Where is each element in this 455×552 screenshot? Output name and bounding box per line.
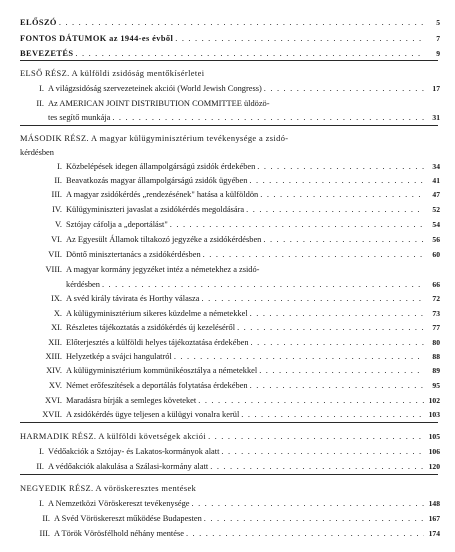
- dot-leader: [249, 176, 424, 186]
- page-number: 120: [428, 462, 440, 471]
- chapter-number: II.: [42, 514, 50, 523]
- chapter-number: II.: [36, 462, 44, 471]
- chapter-entry: [36, 190, 440, 200]
- chapter-number: XII.: [48, 338, 62, 347]
- entry-title: ELSŐ RÉSZ. A külföldi zsidóság mentőkísérletei: [20, 69, 205, 78]
- chapter-entry: [36, 265, 440, 275]
- page-number: 73: [432, 309, 440, 318]
- entry-title: Döntő minisztertanács a zsidókérdésben: [66, 250, 201, 259]
- chapter-number: VIII.: [45, 265, 62, 274]
- chapter-number: V.: [54, 220, 62, 229]
- dot-leader: [186, 529, 424, 539]
- dot-leader: [221, 447, 424, 457]
- chapter-entry: [36, 323, 440, 333]
- entry-title: BEVEZETÉS: [20, 49, 74, 58]
- dot-leader: [59, 18, 424, 28]
- part-heading: [20, 432, 440, 442]
- chapter-entry: [36, 162, 440, 172]
- chapter-entry: [28, 99, 440, 109]
- chapter-entry: [28, 447, 440, 457]
- chapter-number: I.: [57, 162, 62, 171]
- dot-leader: [257, 162, 424, 172]
- entry-title: FONTOS DÁTUMOK az 1944-es évből: [20, 34, 174, 43]
- page-number: 148: [428, 499, 440, 508]
- entry-title: Külügyminiszteri javaslat a zsidókérdés megoldására: [66, 205, 245, 214]
- chapter-number: XIII.: [45, 352, 62, 361]
- entry-title: MÁSODIK RÉSZ. A magyar külügyminisztérium tevékenysége a zsidó-: [20, 134, 289, 143]
- chapter-number: XV.: [48, 381, 62, 390]
- chapter-number: I.: [39, 447, 44, 456]
- dot-leader: [251, 338, 424, 348]
- dot-leader: [241, 410, 424, 420]
- dot-leader: [75, 49, 424, 59]
- dot-leader: [260, 190, 424, 200]
- dot-leader: [264, 84, 424, 94]
- page-number: 52: [432, 205, 440, 214]
- chapter-number: XIV.: [46, 366, 62, 375]
- dot-leader: [259, 366, 424, 376]
- section-divider: [20, 474, 438, 475]
- dot-leader: [250, 381, 424, 391]
- chapter-number: VI.: [51, 235, 62, 244]
- entry-title: A világzsidóság szervezeteinek akciói (World Jewish Congress): [48, 84, 262, 93]
- chapter-number: II.: [36, 99, 44, 108]
- chapter-number: III.: [39, 529, 50, 538]
- chapter-entry: [36, 309, 440, 319]
- entry-title: tes segítő munkája: [48, 113, 111, 122]
- chapter-entry: [36, 220, 440, 230]
- entry-title: A védőakciók alakulása a Szálasi-kormány alatt: [48, 462, 209, 471]
- chapter-number: X.: [53, 309, 62, 318]
- dot-leader: [102, 280, 424, 290]
- chapter-entry: [28, 462, 440, 472]
- chapter-entry: [36, 235, 440, 245]
- entry-title: kérdésben: [66, 280, 100, 289]
- page-number: 174: [428, 529, 440, 538]
- page-number: 60: [432, 250, 440, 259]
- chapter-entry: [36, 381, 440, 391]
- entry-title: Német erőfeszítések a deportálás folytatása érdekében: [66, 381, 248, 390]
- entry-title: Védőakciók a Sztójay- és Lakatos-kormányok alatt: [48, 447, 220, 456]
- page-number: 31: [432, 113, 440, 122]
- entry-title: NEGYEDIK RÉSZ. A vöröskeresztes mentések: [20, 484, 197, 493]
- front-matter-entry: [20, 18, 440, 28]
- chapter-entry: [28, 514, 440, 524]
- chapter-entry: [36, 352, 440, 362]
- section-divider: [20, 422, 438, 423]
- entry-title: A magyar zsidókérdés „rendezésének" hatása a külföldön: [66, 190, 259, 199]
- dot-leader: [237, 323, 424, 333]
- dot-leader: [174, 352, 424, 362]
- page-number: 102: [428, 396, 440, 405]
- part-heading-continued: [20, 148, 440, 158]
- page-number: 77: [432, 323, 440, 332]
- chapter-entry: [28, 529, 440, 539]
- page-number: 47: [432, 190, 440, 199]
- dot-leader: [191, 499, 424, 509]
- chapter-entry: [36, 250, 440, 260]
- dot-leader: [170, 220, 424, 230]
- page-number: 5: [436, 18, 440, 27]
- page-number: 72: [432, 294, 440, 303]
- chapter-entry-continued: [48, 113, 440, 123]
- chapter-entry-continued: [66, 280, 440, 290]
- dot-leader: [203, 250, 424, 260]
- entry-title: HARMADIK RÉSZ. A külföldi követségek akciói: [20, 432, 207, 441]
- dot-leader: [263, 235, 424, 245]
- page-number: 9: [436, 49, 440, 58]
- dot-leader: [198, 396, 424, 406]
- page-number: 34: [432, 162, 440, 171]
- entry-title: A zsidókérdés ügye teljesen a külügyi vonalra kerül: [66, 410, 240, 419]
- chapter-entry: [36, 338, 440, 348]
- page-number: 106: [428, 447, 440, 456]
- front-matter-entry: [20, 49, 440, 59]
- page-number: 7: [436, 34, 440, 43]
- entry-title: A Nemzetközi Vöröskereszt tevékenysége: [48, 499, 190, 508]
- page-number: 95: [432, 381, 440, 390]
- entry-title: kérdésben: [20, 148, 54, 157]
- dot-leader: [202, 294, 425, 304]
- part-heading: [20, 69, 440, 79]
- chapter-entry: [36, 366, 440, 376]
- chapter-number: II.: [54, 176, 62, 185]
- entry-title: Az Egyesült Államok tiltakozó jegyzéke a zsidókérdésben: [66, 235, 262, 244]
- chapter-number: XI.: [51, 323, 62, 332]
- dot-leader: [250, 309, 424, 319]
- dot-leader: [204, 514, 424, 524]
- chapter-entry: [36, 396, 440, 406]
- chapter-entry: [36, 410, 440, 420]
- entry-title: A Török Vörösfélhold néhány mentése: [54, 529, 184, 538]
- page-number: 41: [432, 176, 440, 185]
- entry-title: ELŐSZÓ: [20, 18, 57, 27]
- front-matter-entry: [20, 34, 440, 44]
- page-number: 66: [432, 280, 440, 289]
- dot-leader: [208, 432, 424, 442]
- chapter-number: XVII.: [42, 410, 62, 419]
- page-number: 56: [432, 235, 440, 244]
- chapter-number: VII.: [48, 250, 62, 259]
- chapter-entry: [28, 84, 440, 94]
- page-number: 88: [432, 352, 440, 361]
- page-number: 54: [432, 220, 440, 229]
- page-number: 17: [432, 84, 440, 93]
- entry-title: Részletes tájékoztatás a zsidókérdés új kezeléséről: [66, 323, 236, 332]
- chapter-number: XVI.: [45, 396, 62, 405]
- dot-leader: [112, 113, 424, 123]
- chapter-number: I.: [39, 499, 44, 508]
- dot-leader: [175, 34, 424, 44]
- section-divider: [20, 125, 438, 126]
- dot-leader: [246, 205, 424, 215]
- chapter-entry: [28, 499, 440, 509]
- part-heading: [20, 134, 440, 144]
- section-divider: [20, 60, 438, 61]
- chapter-number: IX.: [51, 294, 62, 303]
- entry-title: Előterjesztés a külföldi helyes tájékoztatása érdekében: [66, 338, 249, 347]
- chapter-entry: [36, 205, 440, 215]
- chapter-number: IV.: [52, 205, 62, 214]
- entry-title: Helyzetkép a svájci hangulatról: [66, 352, 172, 361]
- entry-title: Az AMERICAN JOINT DISTRIBUTION COMMITTEE üldözö-: [48, 99, 270, 108]
- entry-title: Maradásra bírják a semleges követeket: [66, 396, 197, 405]
- entry-title: A külügyminisztérium sikeres küzdelme a németekkel: [66, 309, 248, 318]
- page-number: 105: [428, 432, 440, 441]
- entry-title: A Svéd Vöröskereszt működése Budapesten: [54, 514, 202, 523]
- chapter-number: III.: [51, 190, 62, 199]
- part-heading: [20, 484, 440, 494]
- page-number: 103: [428, 410, 440, 419]
- page-number: 89: [432, 366, 440, 375]
- page-number: 167: [428, 514, 440, 523]
- entry-title: A svéd király távirata és Horthy válasza: [66, 294, 200, 303]
- entry-title: Beavatkozás magyar állampolgárságú zsidók ügyében: [66, 176, 248, 185]
- entry-title: Közbelépések idegen állampolgárságú zsidók érdekében: [66, 162, 256, 171]
- chapter-entry: [36, 176, 440, 186]
- page-number: 80: [432, 338, 440, 347]
- entry-title: Sztójay cáfolja a „deportálást": [66, 220, 168, 229]
- entry-title: A külügyminisztérium kommünikéosztálya a németekkel: [66, 366, 258, 375]
- dot-leader: [210, 462, 424, 472]
- entry-title: A magyar kormány jegyzéket intéz a németekhez a zsidó-: [66, 265, 260, 274]
- chapter-number: I.: [39, 84, 44, 93]
- chapter-entry: [36, 294, 440, 304]
